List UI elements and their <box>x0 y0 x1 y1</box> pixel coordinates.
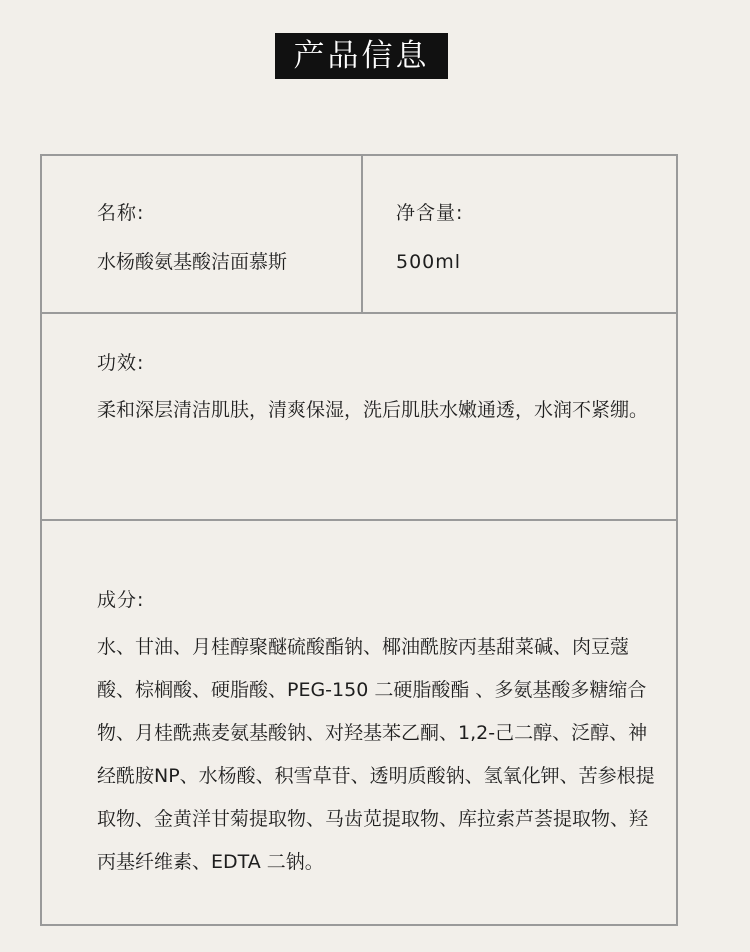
page-title: 产品信息 <box>275 33 448 79</box>
ingredients-row <box>42 521 676 924</box>
name-value: 水杨酸氨基酸洁面慕斯 <box>97 251 288 273</box>
efficacy-label: 功效: <box>97 352 145 374</box>
net-content-label: 净含量: <box>396 202 464 224</box>
column-divider <box>361 156 363 314</box>
ingredients-label: 成分: <box>97 589 145 611</box>
efficacy-row <box>42 314 676 521</box>
ingredients-text: 水、甘油、月桂醇聚醚硫酸酯钠、椰油酰胺丙基甜菜碱、肉豆蔻酸、棕榈酸、硬脂酸、PEG-150 二硬脂酸酯 、多氨基酸多糖缩合物、月桂酰燕麦氨基酸钠、对羟基苯乙酮、1,2-己二醇、泛醇、神经酰胺NP、水杨酸、积雪草苷、透明质酸钠、氢氧化钾、苦参根提取物、金黄洋甘菊提取物、马齿苋提取物、库拉索芦荟提取物、羟丙基纤维素、EDTA 二钠。 <box>97 636 655 873</box>
name-volume-row <box>42 156 676 314</box>
name-label: 名称: <box>97 202 145 224</box>
efficacy-text: 柔和深层清洁肌肤，清爽保湿，洗后肌肤水嫩通透，水润不紧绷。 <box>97 399 649 421</box>
product-info-table <box>40 154 678 926</box>
net-content-value: 500ml <box>396 251 462 273</box>
